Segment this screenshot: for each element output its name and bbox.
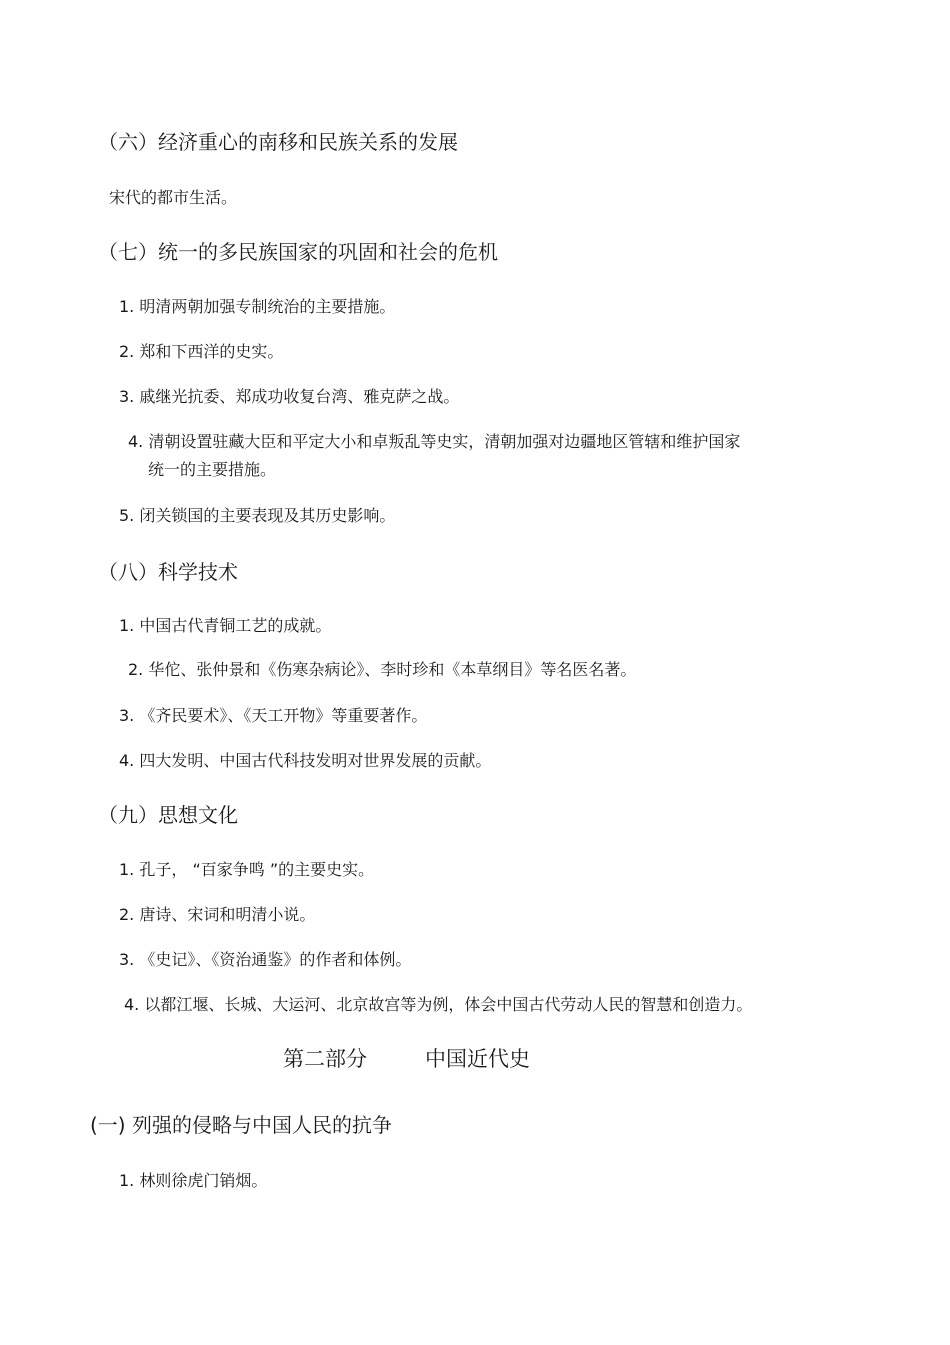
list-item: 2. 郑和下西洋的史实。 [119, 342, 284, 361]
list-item: 2. 唐诗、宋词和明清小说。 [119, 905, 316, 924]
section-heading-8: （八）科学技术 [98, 560, 238, 584]
part-title [283, 1047, 530, 1072]
list-item: 1. 林则徐虎门销烟。 [119, 1171, 268, 1190]
section-heading-9: （九）思想文化 [98, 803, 238, 827]
part-name: 中国近代史 [425, 1047, 530, 1071]
section-heading-6: （六）经济重心的南移和民族关系的发展 [98, 130, 458, 154]
list-item-continuation: 统一的主要措施。 [148, 460, 277, 479]
list-item: 2. 华佗、张仲景和《伤寒杂病论》、李时珍和《本草纲目》等名医名著。 [128, 660, 637, 679]
list-item: 4. 四大发明、中国古代科技发明对世界发展的贡献。 [119, 751, 492, 770]
list-item: 1. 明清两朝加强专制统治的主要措施。 [119, 297, 396, 316]
list-item: 宋代的都市生活。 [109, 188, 238, 207]
list-item: 3. 《齐民要术》、《天工开物》等重要著作。 [119, 706, 428, 725]
section-heading-1: (一) 列强的侵略与中国人民的抗争 [90, 1113, 392, 1137]
list-item: 3. 戚继光抗委、郑成功收复台湾、雅克萨之战。 [119, 387, 460, 406]
list-item: 5. 闭关锁国的主要表现及其历史影响。 [119, 506, 396, 525]
part-label: 第二部分 [283, 1047, 367, 1071]
list-item: 3. 《史记》、《资治通鉴》的作者和体例。 [119, 950, 412, 969]
section-heading-7: （七）统一的多民族国家的巩固和社会的危机 [98, 240, 498, 264]
list-item: 1. 中国古代青铜工艺的成就。 [119, 616, 332, 635]
list-item: 1. 孔子， “百家争鸣 ”的主要史实。 [119, 860, 375, 879]
list-item: 4. 以都江堰、长城、大运河、北京故宫等为例，体会中国古代劳动人民的智慧和创造力。 [124, 995, 753, 1014]
list-item: 4. 清朝设置驻藏大臣和平定大小和卓叛乱等史实，清朝加强对边疆地区管辖和维护国家 [128, 432, 741, 451]
